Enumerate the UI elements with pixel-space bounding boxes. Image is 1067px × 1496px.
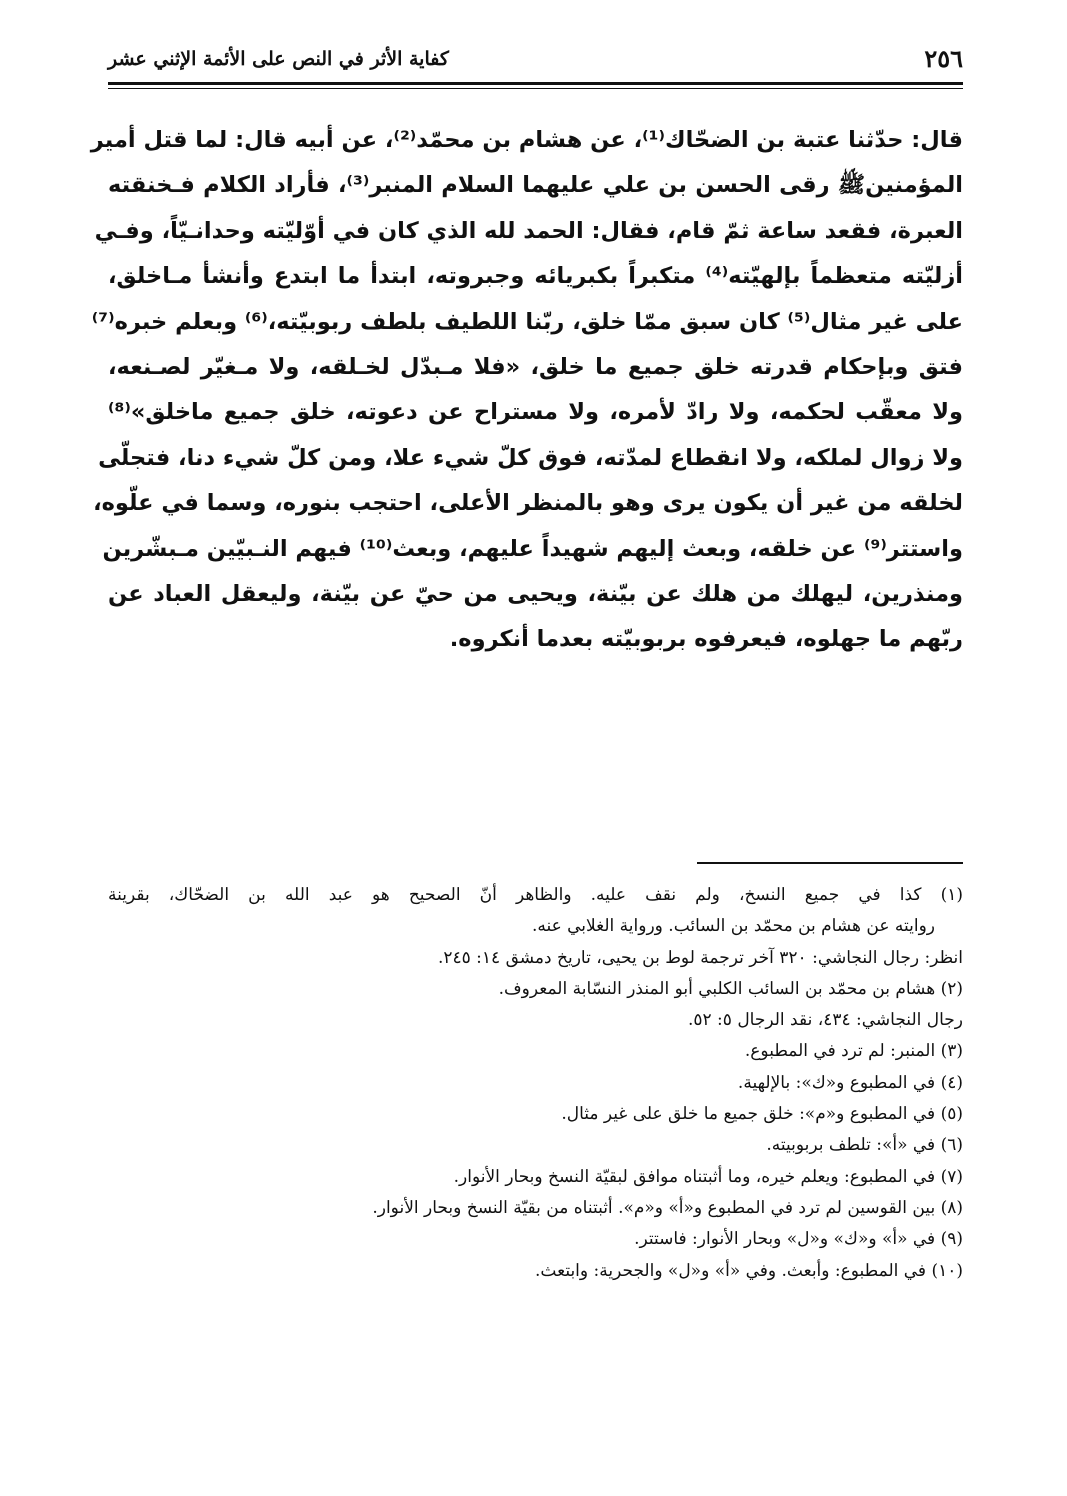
text-line: على غير مثال⁽⁵⁾ كان سبق ممّا خلق، ربّنا اللطيف بلطف ربوبيّته،⁽⁶⁾ وبعلم خبره⁽⁷⁾ <box>91 308 963 335</box>
text-line: العبرة، فقعد ساعة ثمّ قام، فقال: الحمد لله الذي كان في أوّليّته وحدانـيّاً، وفـي <box>94 217 963 244</box>
footnote-line: (٩) في «أ» و«ك» و«ل» وبحار الأنوار: فاستتر. <box>634 1229 963 1250</box>
text-line: ولا معقّب لحكمه، ولا رادّ لأمره، ولا مستراح عن دعوته، خلق جميع ماخلق»⁽⁸⁾ <box>108 399 963 426</box>
header-rule-thin <box>108 88 963 89</box>
footnote-line: (٧) في المطبوع: ويعلم خيره، وما أثبتناه موافق لبقيّة النسخ وبحار الأنوار. <box>453 1166 963 1187</box>
text-line: ولا زوال لملكه، ولا انقطاع لمدّته، فوق كلّ شيء علا، ومن كلّ شيء دنا، فتجلّى <box>98 444 963 471</box>
footnote-line: (١٠) في المطبوع: وأبعث. وفي «أ» و«ل» والجحرية: وابتعث. <box>535 1260 963 1281</box>
text-line: ومنذرين، ليهلك من هلك عن بيّنة، ويحيى من حيّ عن بيّنة، وليعقل العباد عن <box>108 580 963 607</box>
text-line: أزليّته متعظماً بإلهيّته⁽⁴⁾ متكبراً بكبريائه وجبروته، ابتدأ ما ابتدع وأنشأ مـاخلق، <box>108 263 964 290</box>
footnote-line: (٨) بين القوسين لم ترد في المطبوع و«أ» و«م». أثبتناه من بقيّة النسخ وبحار الأنوار. <box>372 1197 963 1218</box>
footnote-line: (٢) هشام بن محمّد بن السائب الكلبي أبو المنذر النسّابة المعروف. <box>498 978 963 999</box>
text-line: ربّهم ما جهلوه، فيعرفوه بربوبيّته بعدما أنكروه. <box>449 626 963 653</box>
footnote-line: انظر: رجال النجاشي: ٣٢٠ آخر ترجمة لوط بن يحيى، تاريخ دمشق ١٤: ٢٤٥. <box>437 947 963 968</box>
page-number: ٢٥٦ <box>924 44 963 73</box>
running-title: كفاية الأثر في النص على الأئمة الإثني عشر <box>108 48 449 70</box>
footnote-line: رجال النجاشي: ٤٣٤، نقد الرجال ٥: ٥٢. <box>687 1010 963 1031</box>
footnote-line: روايته عن هشام بن محمّد بن السائب. ورواية الغلابي عنه. <box>531 916 935 937</box>
text-line: لخلقه من غير أن يكون يرى وهو بالمنظر الأعلى، احتجب بنوره، وسما في علّوه، <box>93 490 963 517</box>
main-text <box>90 118 964 663</box>
page-header <box>108 42 963 76</box>
footnote-line: (٥) في المطبوع و«م»: خلق جميع ما خلق على غير مثال. <box>561 1104 963 1125</box>
text-line: قال: حدّثنا عتبة بن الضحّاك⁽¹⁾، عن هشام بن محمّد⁽²⁾، عن أبيه قال: لما قتل أمير <box>90 127 963 153</box>
footnote-line: (٣) المنبر: لم ترد في المطبوع. <box>744 1041 963 1062</box>
text-line: فتق وبإحكام قدرته خلق جميع ما خلق، «فلا مـبدّل لخـلقه، ولا مـغيّر لصـنعه، <box>108 353 963 380</box>
footnote-line: (٦) في «أ»: تلطف بربوبيته. <box>766 1135 963 1156</box>
footnote-line: (١) كذا في جميع النسخ، ولم نقف عليه. والظاهر أنّ الصحيح هو عبد الله بن الضحّاك، بقرينة <box>108 885 963 905</box>
footnote-line: (٤) في المطبوع و«ك»: بالإلهية. <box>737 1072 963 1093</box>
text-line: واستتر⁽⁹⁾ عن خلقه، وبعث إليهم شهيداً عليهم، وبعث⁽¹⁰⁾ فيهم النـبيّين مـبشّرين <box>102 535 963 562</box>
footnote-separator <box>697 862 963 864</box>
header-rule-thick <box>108 82 963 85</box>
footnotes <box>108 880 963 1287</box>
text-line: المؤمنينﷺ رقى الحسن بن علي عليهما السلام المنبر⁽³⁾، فأراد الكلام فـخنقته <box>108 172 963 199</box>
